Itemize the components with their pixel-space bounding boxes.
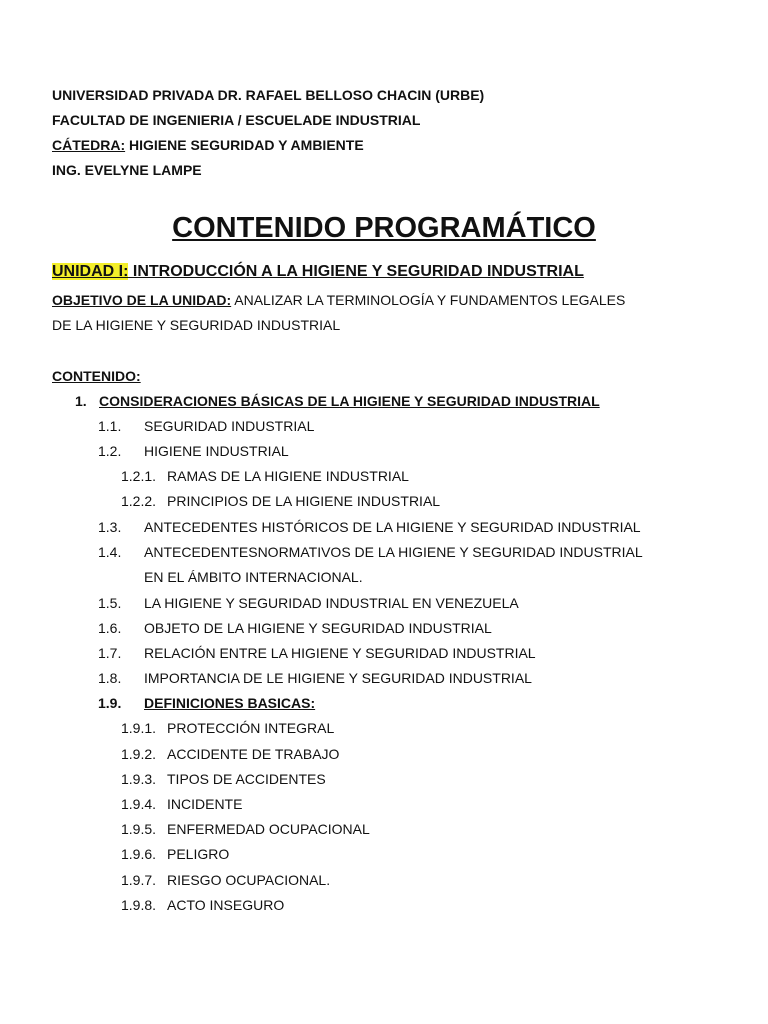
faculty-name: FACULTAD DE INGENIERIA / ESCUELADE INDUSTRIAL: [52, 112, 421, 128]
item-text: IMPORTANCIA DE LE HIGIENE Y SEGURIDAD INDUSTRIAL: [144, 670, 532, 686]
item-text: EN EL ÁMBITO INTERNACIONAL.: [144, 569, 363, 585]
item-text: ACTO INSEGURO: [167, 897, 285, 913]
item-number: 1.1.: [98, 418, 122, 434]
section-title: CONSIDERACIONES BÁSICAS DE LA HIGIENE Y SEGURIDAD INDUSTRIAL: [99, 393, 600, 409]
item-text: ENFERMEDAD OCUPACIONAL: [167, 821, 370, 837]
page-title: CONTENIDO PROGRAMÁTICO: [172, 212, 596, 244]
item-text: OBJETO DE LA HIGIENE Y SEGURIDAD INDUSTRIAL: [144, 620, 492, 636]
item-number: 1.9.5.: [121, 821, 157, 837]
unit-label: UNIDAD I:: [52, 263, 129, 280]
item-text: INCIDENTE: [167, 796, 243, 812]
professor-name: ING. EVELYNE LAMPE: [52, 162, 202, 178]
item-number: 1.9.4.: [121, 796, 157, 812]
university-name: UNIVERSIDAD PRIVADA DR. RAFAEL BELLOSO CHACIN (URBE): [52, 87, 485, 103]
item-text: LA HIGIENE Y SEGURIDAD INDUSTRIAL EN VENEZUELA: [144, 595, 519, 611]
item-text: TIPOS DE ACCIDENTES: [167, 771, 326, 787]
item-number: 1.9.2.: [121, 746, 157, 762]
item-number: 1.6.: [98, 620, 122, 636]
item-number: 1.2.1.: [121, 468, 157, 484]
content-label: CONTENIDO:: [52, 368, 141, 384]
item-number: 1.2.2.: [121, 493, 157, 509]
item-text: SEGURIDAD INDUSTRIAL: [144, 418, 315, 434]
objective-line-1: [52, 291, 625, 309]
item-text: RELACIÓN ENTRE LA HIGIENE Y SEGURIDAD INDUSTRIAL: [144, 645, 536, 661]
objective-line-2: DE LA HIGIENE Y SEGURIDAD INDUSTRIAL: [52, 317, 341, 333]
item-text: PRINCIPIOS DE LA HIGIENE INDUSTRIAL: [167, 493, 441, 509]
catedra-label: CÁTEDRA:: [52, 137, 126, 153]
item-text: DEFINICIONES BASICAS:: [144, 695, 316, 711]
item-text: RAMAS DE LA HIGIENE INDUSTRIAL: [167, 468, 409, 484]
item-text: RIESGO OCUPACIONAL.: [167, 872, 331, 888]
item-number: 1.9.8.: [121, 897, 157, 913]
objective-label: OBJETIVO DE LA UNIDAD:: [52, 292, 232, 308]
item-number: 1.9.6.: [121, 846, 157, 862]
unit-heading: [52, 262, 584, 282]
item-number: 1.8.: [98, 670, 122, 686]
catedra-value: HIGIENE SEGURIDAD Y AMBIENTE: [125, 137, 364, 153]
item-text: ANTECEDENTESNORMATIVOS DE LA HIGIENE Y SEGURIDAD INDUSTRIAL: [144, 544, 643, 560]
item-text: ANTECEDENTES HISTÓRICOS DE LA HIGIENE Y SEGURIDAD INDUSTRIAL: [144, 519, 641, 535]
item-text: ACCIDENTE DE TRABAJO: [167, 746, 340, 762]
item-number: 1.9.7.: [121, 872, 157, 888]
section-number: 1.: [75, 393, 87, 409]
item-number: 1.9.1.: [121, 720, 157, 736]
item-number: 1.5.: [98, 595, 122, 611]
item-text: PELIGRO: [167, 846, 230, 862]
item-number: 1.7.: [98, 645, 122, 661]
item-text: PROTECCIÓN INTEGRAL: [167, 720, 335, 736]
item-number: 1.9.: [98, 695, 122, 711]
catedra-line: [52, 136, 364, 154]
item-number: 1.3.: [98, 519, 122, 535]
item-text: HIGIENE INDUSTRIAL: [144, 443, 289, 459]
item-number: 1.9.3.: [121, 771, 157, 787]
item-number: 1.2.: [98, 443, 122, 459]
objective-text-1: ANALIZAR LA TERMINOLOGÍA Y FUNDAMENTOS LEGALES: [231, 292, 626, 308]
unit-name: INTRODUCCIÓN A LA HIGIENE Y SEGURIDAD INDUSTRIAL: [128, 263, 584, 280]
item-number: 1.4.: [98, 544, 122, 560]
